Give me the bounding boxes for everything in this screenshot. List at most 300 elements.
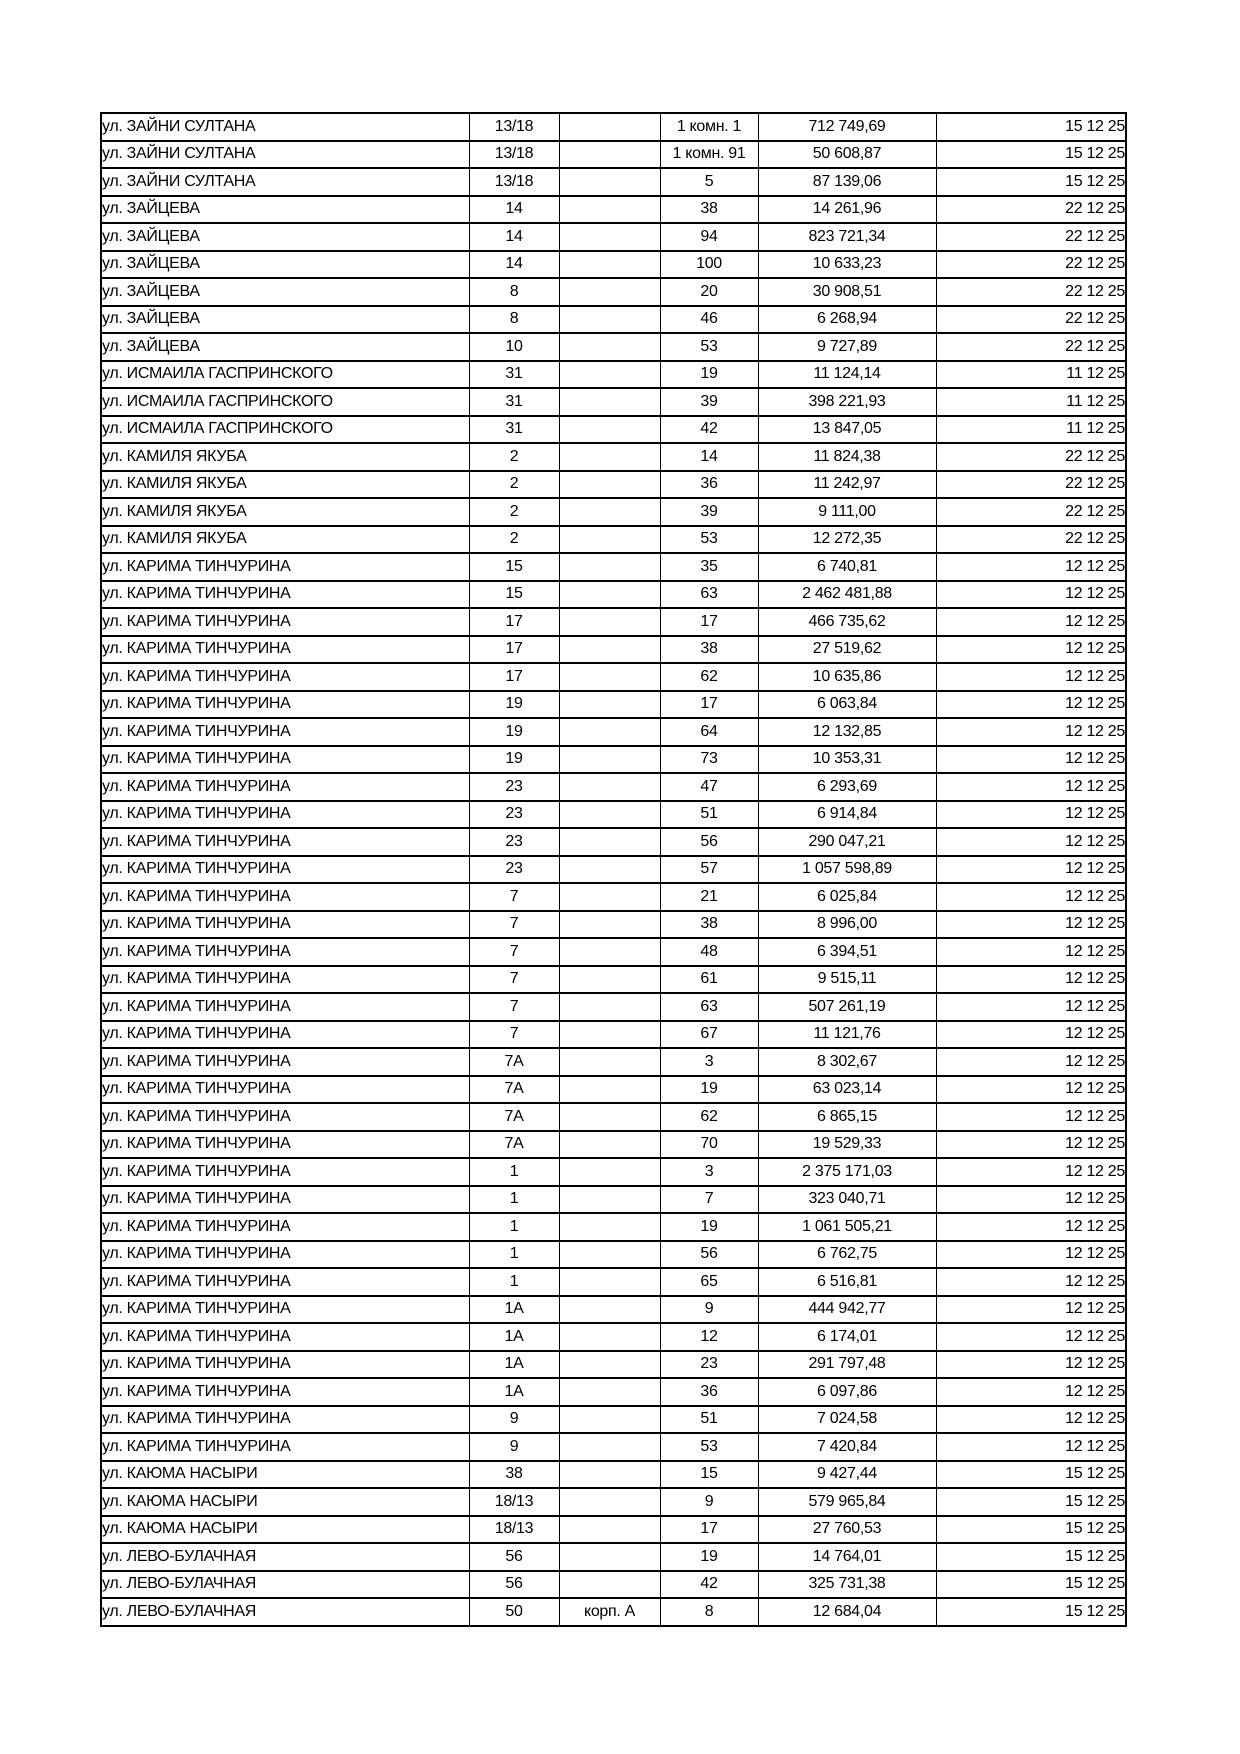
building-cell [559, 141, 660, 169]
table-row [101, 141, 1126, 169]
amount-cell: 12 684,04 [758, 1598, 936, 1626]
building-cell [559, 718, 660, 746]
amount-cell: 2 375 171,03 [758, 1158, 936, 1186]
amount-cell: 11 124,14 [758, 361, 936, 389]
apartment-cell: 23 [660, 1351, 758, 1379]
street-cell: ул. КАРИМА ТИНЧУРИНА [101, 1131, 469, 1159]
date-cell: 12 12 25 [936, 1076, 1126, 1104]
street-cell: ул. КАРИМА ТИНЧУРИНА [101, 1186, 469, 1214]
date-cell: 12 12 25 [936, 691, 1126, 719]
building-cell [559, 1241, 660, 1269]
amount-cell: 14 261,96 [758, 196, 936, 224]
house-cell: 15 [469, 553, 559, 581]
street-cell: ул. КАРИМА ТИНЧУРИНА [101, 1213, 469, 1241]
building-cell [559, 938, 660, 966]
apartment-cell: 38 [660, 196, 758, 224]
amount-cell: 30 908,51 [758, 278, 936, 306]
house-cell: 38 [469, 1461, 559, 1489]
amount-cell: 444 942,77 [758, 1296, 936, 1324]
date-cell: 12 12 25 [936, 1241, 1126, 1269]
amount-cell: 6 865,15 [758, 1103, 936, 1131]
apartment-cell: 9 [660, 1296, 758, 1324]
apartment-cell: 19 [660, 1076, 758, 1104]
date-cell: 12 12 25 [936, 911, 1126, 939]
table-row [101, 388, 1126, 416]
street-cell: ул. КАРИМА ТИНЧУРИНА [101, 856, 469, 884]
date-cell: 12 12 25 [936, 608, 1126, 636]
street-cell: ул. КАРИМА ТИНЧУРИНА [101, 883, 469, 911]
table-row [101, 196, 1126, 224]
street-cell: ул. КАРИМА ТИНЧУРИНА [101, 1021, 469, 1049]
building-cell [559, 581, 660, 609]
street-cell: ул. КАРИМА ТИНЧУРИНА [101, 1323, 469, 1351]
date-cell: 22 12 25 [936, 443, 1126, 471]
street-cell: ул. КАРИМА ТИНЧУРИНА [101, 746, 469, 774]
date-cell: 22 12 25 [936, 223, 1126, 251]
building-cell [559, 1268, 660, 1296]
apartment-cell: 53 [660, 1433, 758, 1461]
building-cell [559, 608, 660, 636]
building-cell [559, 691, 660, 719]
building-cell [559, 278, 660, 306]
apartment-cell: 65 [660, 1268, 758, 1296]
building-cell [559, 1021, 660, 1049]
table-row [101, 1433, 1126, 1461]
house-cell: 13/18 [469, 141, 559, 169]
date-cell: 12 12 25 [936, 1406, 1126, 1434]
amount-cell: 6 097,86 [758, 1378, 936, 1406]
date-cell: 22 12 25 [936, 471, 1126, 499]
date-cell: 15 12 25 [936, 168, 1126, 196]
building-cell [559, 663, 660, 691]
house-cell: 2 [469, 443, 559, 471]
apartment-cell: 63 [660, 993, 758, 1021]
amount-cell: 8 302,67 [758, 1048, 936, 1076]
building-cell [559, 1158, 660, 1186]
house-cell: 31 [469, 388, 559, 416]
street-cell: ул. КАРИМА ТИНЧУРИНА [101, 1268, 469, 1296]
date-cell: 12 12 25 [936, 1048, 1126, 1076]
date-cell: 15 12 25 [936, 1461, 1126, 1489]
table-row [101, 856, 1126, 884]
house-cell: 2 [469, 526, 559, 554]
building-cell [559, 636, 660, 664]
house-cell: 9 [469, 1406, 559, 1434]
house-cell: 23 [469, 856, 559, 884]
apartment-cell: 3 [660, 1048, 758, 1076]
building-cell [559, 993, 660, 1021]
table-row [101, 306, 1126, 334]
street-cell: ул. КАРИМА ТИНЧУРИНА [101, 828, 469, 856]
table-row [101, 938, 1126, 966]
house-cell: 17 [469, 636, 559, 664]
apartment-cell: 51 [660, 801, 758, 829]
date-cell: 12 12 25 [936, 746, 1126, 774]
apartment-cell: 38 [660, 911, 758, 939]
amount-cell: 12 132,85 [758, 718, 936, 746]
date-cell: 12 12 25 [936, 801, 1126, 829]
date-cell: 12 12 25 [936, 1158, 1126, 1186]
apartment-cell: 47 [660, 773, 758, 801]
street-cell: ул. КАРИМА ТИНЧУРИНА [101, 663, 469, 691]
street-cell: ул. КАМИЛЯ ЯКУБА [101, 443, 469, 471]
table-row [101, 1021, 1126, 1049]
street-cell: ул. ИСМАИЛА ГАСПРИНСКОГО [101, 361, 469, 389]
table-row [101, 1241, 1126, 1269]
street-cell: ул. КАРИМА ТИНЧУРИНА [101, 581, 469, 609]
apartment-cell: 36 [660, 1378, 758, 1406]
building-cell [559, 333, 660, 361]
street-cell: ул. КАРИМА ТИНЧУРИНА [101, 911, 469, 939]
street-cell: ул. КАЮМА НАСЫРИ [101, 1461, 469, 1489]
building-cell [559, 388, 660, 416]
table-row [101, 471, 1126, 499]
apartment-cell: 17 [660, 1516, 758, 1544]
street-cell: ул. КАРИМА ТИНЧУРИНА [101, 1351, 469, 1379]
street-cell: ул. КАРИМА ТИНЧУРИНА [101, 1048, 469, 1076]
house-cell: 19 [469, 718, 559, 746]
table-row [101, 1213, 1126, 1241]
apartment-cell: 56 [660, 1241, 758, 1269]
street-cell: ул. КАРИМА ТИНЧУРИНА [101, 773, 469, 801]
table-row [101, 443, 1126, 471]
building-cell [559, 1571, 660, 1599]
table-row [101, 581, 1126, 609]
amount-cell: 398 221,93 [758, 388, 936, 416]
apartment-cell: 46 [660, 306, 758, 334]
house-cell: 7 [469, 993, 559, 1021]
date-cell: 12 12 25 [936, 1351, 1126, 1379]
table-row [101, 361, 1126, 389]
apartment-cell: 53 [660, 526, 758, 554]
table-row [101, 1516, 1126, 1544]
table-row [101, 883, 1126, 911]
date-cell: 15 12 25 [936, 1488, 1126, 1516]
house-cell: 18/13 [469, 1516, 559, 1544]
building-cell [559, 223, 660, 251]
house-cell: 2 [469, 498, 559, 526]
building-cell [559, 801, 660, 829]
table-row [101, 718, 1126, 746]
house-cell: 19 [469, 691, 559, 719]
building-cell [559, 1186, 660, 1214]
apartment-cell: 73 [660, 746, 758, 774]
building-cell [559, 1351, 660, 1379]
house-cell: 15 [469, 581, 559, 609]
table-row [101, 1296, 1126, 1324]
amount-cell: 11 242,97 [758, 471, 936, 499]
building-cell: корп. А [559, 1598, 660, 1626]
date-cell: 15 12 25 [936, 1543, 1126, 1571]
date-cell: 12 12 25 [936, 1186, 1126, 1214]
apartment-cell: 19 [660, 1213, 758, 1241]
amount-cell: 6 740,81 [758, 553, 936, 581]
apartment-cell: 19 [660, 1543, 758, 1571]
table-row [101, 553, 1126, 581]
house-cell: 23 [469, 801, 559, 829]
building-cell [559, 1076, 660, 1104]
table-row [101, 1048, 1126, 1076]
street-cell: ул. ИСМАИЛА ГАСПРИНСКОГО [101, 416, 469, 444]
building-cell [559, 498, 660, 526]
street-cell: ул. КАРИМА ТИНЧУРИНА [101, 1076, 469, 1104]
apartment-cell: 42 [660, 1571, 758, 1599]
building-cell [559, 526, 660, 554]
house-cell: 50 [469, 1598, 559, 1626]
apartment-cell: 1 комн. 91 [660, 141, 758, 169]
amount-cell: 14 764,01 [758, 1543, 936, 1571]
date-cell: 11 12 25 [936, 416, 1126, 444]
date-cell: 22 12 25 [936, 278, 1126, 306]
building-cell [559, 1048, 660, 1076]
table-row [101, 1158, 1126, 1186]
street-cell: ул. КАРИМА ТИНЧУРИНА [101, 801, 469, 829]
date-cell: 12 12 25 [936, 581, 1126, 609]
date-cell: 12 12 25 [936, 1103, 1126, 1131]
house-cell: 8 [469, 278, 559, 306]
amount-cell: 823 721,34 [758, 223, 936, 251]
table-row [101, 746, 1126, 774]
table-row [101, 1406, 1126, 1434]
apartment-cell: 56 [660, 828, 758, 856]
amount-cell: 10 353,31 [758, 746, 936, 774]
building-cell [559, 1406, 660, 1434]
amount-cell: 87 139,06 [758, 168, 936, 196]
street-cell: ул. ЗАЙЦЕВА [101, 333, 469, 361]
building-cell [559, 828, 660, 856]
date-cell: 12 12 25 [936, 663, 1126, 691]
amount-cell: 19 529,33 [758, 1131, 936, 1159]
street-cell: ул. КАЮМА НАСЫРИ [101, 1516, 469, 1544]
table-row [101, 113, 1126, 141]
house-cell: 1 [469, 1213, 559, 1241]
street-cell: ул. ЗАЙНИ СУЛТАНА [101, 141, 469, 169]
date-cell: 12 12 25 [936, 1323, 1126, 1351]
street-cell: ул. КАРИМА ТИНЧУРИНА [101, 718, 469, 746]
house-cell: 18/13 [469, 1488, 559, 1516]
apartment-cell: 5 [660, 168, 758, 196]
apartment-cell: 51 [660, 1406, 758, 1434]
apartment-cell: 42 [660, 416, 758, 444]
amount-cell: 10 635,86 [758, 663, 936, 691]
apartment-cell: 63 [660, 581, 758, 609]
building-cell [559, 306, 660, 334]
street-cell: ул. КАРИМА ТИНЧУРИНА [101, 1296, 469, 1324]
building-cell [559, 911, 660, 939]
house-cell: 7А [469, 1076, 559, 1104]
apartment-cell: 36 [660, 471, 758, 499]
building-cell [559, 251, 660, 279]
street-cell: ул. КАРИМА ТИНЧУРИНА [101, 1241, 469, 1269]
table-row [101, 636, 1126, 664]
table-row [101, 278, 1126, 306]
amount-cell: 323 040,71 [758, 1186, 936, 1214]
amount-cell: 6 394,51 [758, 938, 936, 966]
apartment-cell: 12 [660, 1323, 758, 1351]
street-cell: ул. ЗАЙЦЕВА [101, 251, 469, 279]
table-row [101, 911, 1126, 939]
apartment-cell: 70 [660, 1131, 758, 1159]
table-row [101, 526, 1126, 554]
apartment-cell: 19 [660, 361, 758, 389]
apartment-cell: 20 [660, 278, 758, 306]
street-cell: ул. КАРИМА ТИНЧУРИНА [101, 1433, 469, 1461]
house-cell: 17 [469, 663, 559, 691]
apartment-cell: 39 [660, 498, 758, 526]
street-cell: ул. ИСМАИЛА ГАСПРИНСКОГО [101, 388, 469, 416]
date-cell: 12 12 25 [936, 1213, 1126, 1241]
amount-cell: 9 111,00 [758, 498, 936, 526]
house-cell: 1А [469, 1378, 559, 1406]
amount-cell: 6 914,84 [758, 801, 936, 829]
amount-cell: 6 516,81 [758, 1268, 936, 1296]
amount-cell: 27 760,53 [758, 1516, 936, 1544]
apartment-cell: 39 [660, 388, 758, 416]
table-row [101, 416, 1126, 444]
amount-cell: 6 174,01 [758, 1323, 936, 1351]
amount-cell: 507 261,19 [758, 993, 936, 1021]
apartment-cell: 62 [660, 1103, 758, 1131]
street-cell: ул. КАМИЛЯ ЯКУБА [101, 526, 469, 554]
amount-cell: 8 996,00 [758, 911, 936, 939]
street-cell: ул. ЗАЙНИ СУЛТАНА [101, 113, 469, 141]
house-cell: 56 [469, 1571, 559, 1599]
house-cell: 56 [469, 1543, 559, 1571]
building-cell [559, 1323, 660, 1351]
apartment-cell: 9 [660, 1488, 758, 1516]
table-row [101, 801, 1126, 829]
date-cell: 12 12 25 [936, 993, 1126, 1021]
table-row [101, 1378, 1126, 1406]
date-cell: 12 12 25 [936, 553, 1126, 581]
table-row [101, 1103, 1126, 1131]
amount-cell: 466 735,62 [758, 608, 936, 636]
building-cell [559, 856, 660, 884]
building-cell [559, 443, 660, 471]
apartment-cell: 100 [660, 251, 758, 279]
table-row [101, 966, 1126, 994]
house-cell: 7А [469, 1131, 559, 1159]
apartment-cell: 21 [660, 883, 758, 911]
street-cell: ул. КАРИМА ТИНЧУРИНА [101, 608, 469, 636]
house-cell: 31 [469, 416, 559, 444]
date-cell: 12 12 25 [936, 1268, 1126, 1296]
street-cell: ул. ЗАЙЦЕВА [101, 306, 469, 334]
amount-cell: 2 462 481,88 [758, 581, 936, 609]
billing-table-body [101, 113, 1126, 1626]
street-cell: ул. КАЮМА НАСЫРИ [101, 1488, 469, 1516]
table-row [101, 333, 1126, 361]
amount-cell: 9 427,44 [758, 1461, 936, 1489]
house-cell: 1 [469, 1186, 559, 1214]
table-row [101, 498, 1126, 526]
house-cell: 7 [469, 938, 559, 966]
house-cell: 1А [469, 1296, 559, 1324]
table-row [101, 1131, 1126, 1159]
amount-cell: 10 633,23 [758, 251, 936, 279]
date-cell: 15 12 25 [936, 113, 1126, 141]
house-cell: 7 [469, 1021, 559, 1049]
house-cell: 14 [469, 223, 559, 251]
house-cell: 8 [469, 306, 559, 334]
building-cell [559, 1378, 660, 1406]
house-cell: 14 [469, 196, 559, 224]
apartment-cell: 48 [660, 938, 758, 966]
amount-cell: 579 965,84 [758, 1488, 936, 1516]
building-cell [559, 1516, 660, 1544]
street-cell: ул. КАРИМА ТИНЧУРИНА [101, 553, 469, 581]
building-cell [559, 1433, 660, 1461]
house-cell: 23 [469, 773, 559, 801]
table-row [101, 1186, 1126, 1214]
date-cell: 12 12 25 [936, 636, 1126, 664]
apartment-cell: 15 [660, 1461, 758, 1489]
date-cell: 15 12 25 [936, 141, 1126, 169]
date-cell: 12 12 25 [936, 1433, 1126, 1461]
street-cell: ул. КАМИЛЯ ЯКУБА [101, 498, 469, 526]
street-cell: ул. ЛЕВО-БУЛАЧНАЯ [101, 1571, 469, 1599]
apartment-cell: 64 [660, 718, 758, 746]
building-cell [559, 883, 660, 911]
apartment-cell: 62 [660, 663, 758, 691]
building-cell [559, 416, 660, 444]
street-cell: ул. КАРИМА ТИНЧУРИНА [101, 993, 469, 1021]
amount-cell: 712 749,69 [758, 113, 936, 141]
street-cell: ул. ЗАЙЦЕВА [101, 223, 469, 251]
house-cell: 7А [469, 1103, 559, 1131]
house-cell: 1 [469, 1241, 559, 1269]
building-cell [559, 113, 660, 141]
table-row [101, 993, 1126, 1021]
building-cell [559, 1131, 660, 1159]
date-cell: 12 12 25 [936, 828, 1126, 856]
date-cell: 15 12 25 [936, 1598, 1126, 1626]
date-cell: 22 12 25 [936, 333, 1126, 361]
date-cell: 15 12 25 [936, 1516, 1126, 1544]
street-cell: ул. ЛЕВО-БУЛАЧНАЯ [101, 1543, 469, 1571]
apartment-cell: 35 [660, 553, 758, 581]
amount-cell: 27 519,62 [758, 636, 936, 664]
table-row [101, 1323, 1126, 1351]
date-cell: 22 12 25 [936, 498, 1126, 526]
date-cell: 12 12 25 [936, 1378, 1126, 1406]
amount-cell: 6 762,75 [758, 1241, 936, 1269]
house-cell: 1 [469, 1158, 559, 1186]
table-row [101, 691, 1126, 719]
table-row [101, 1351, 1126, 1379]
street-cell: ул. ЗАЙЦЕВА [101, 196, 469, 224]
street-cell: ул. КАРИМА ТИНЧУРИНА [101, 1378, 469, 1406]
apartment-cell: 67 [660, 1021, 758, 1049]
date-cell: 12 12 25 [936, 718, 1126, 746]
table-row [101, 1571, 1126, 1599]
house-cell: 7 [469, 966, 559, 994]
table-row [101, 251, 1126, 279]
street-cell: ул. КАРИМА ТИНЧУРИНА [101, 1406, 469, 1434]
date-cell: 12 12 25 [936, 1021, 1126, 1049]
date-cell: 12 12 25 [936, 1296, 1126, 1324]
building-cell [559, 553, 660, 581]
amount-cell: 325 731,38 [758, 1571, 936, 1599]
table-row [101, 1543, 1126, 1571]
table-row [101, 608, 1126, 636]
amount-cell: 7 024,58 [758, 1406, 936, 1434]
date-cell: 11 12 25 [936, 388, 1126, 416]
apartment-cell: 57 [660, 856, 758, 884]
amount-cell: 6 268,94 [758, 306, 936, 334]
table-row [101, 1488, 1126, 1516]
house-cell: 7А [469, 1048, 559, 1076]
